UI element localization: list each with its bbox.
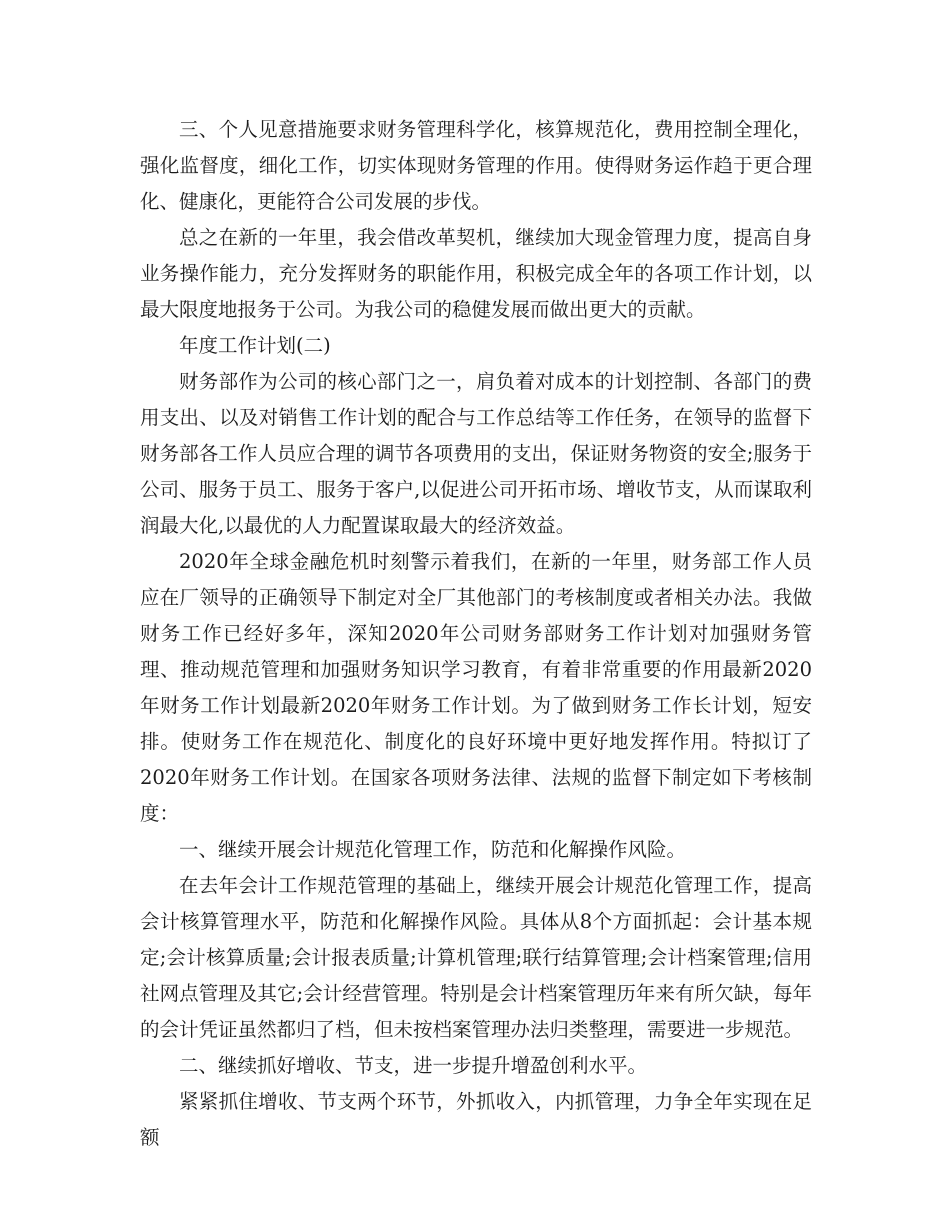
section-heading-annual-plan-2: 年度工作计划(二) bbox=[179, 334, 331, 357]
document-body bbox=[140, 112, 812, 1156]
paragraph-finance-dept-role: 财务部作为公司的核心部门之一，肩负着对成本的计划控制、各部门的费用支出、以及对销售工作计划的配合与工作总结等工作任务，在领导的监督下财务部各工作人员应合理的调节各项费用的支出，保证财务物资的安全;服务于公司、服务于员工、服务于客户,以促进公司开拓市场、增收节支，从而谋取利润最大化,以最优的人力配置谋取最大的经济效益。 bbox=[140, 370, 812, 537]
paragraph-item-two-heading: 二、继续抓好增收、节支，进一步提升增盈创利水平。 bbox=[179, 1054, 648, 1077]
paragraph-summary: 总之在新的一年里，我会借改革契机，继续加大现金管理力度，提高自身业务操作能力，充分发挥财务的职能作用，积极完成全年的各项工作计划，以最大限度地报务于公司。为我公司的稳健发展而做出更大的贡献。 bbox=[140, 226, 812, 321]
paragraph-increase-revenue: 紧紧抓住增收、节支两个环节，外抓收入，内抓管理，力争全年实现在足额 bbox=[140, 1090, 812, 1149]
paragraph-2020-plan: 2020年全球金融危机时刻警示着我们，在新的一年里，财务部工作人员应在厂领导的正确领导下制定对全厂其他部门的考核制度或者相关办法。我做财务工作已经好多年，深知2020年公司财务部财务工作计划对加强财务管理、推动规范管理和加强财务知识学习教育，有着非常重要的作用最新2020年财务工作计划最新2020年财务工作计划。为了做到财务工作长计划，短安排。使财务工作在规范化、制度化的良好环境中更好地发挥作用。特拟订了2020年财务工作计划。在国家各项财务法律、法规的监督下制定如下考核制度： bbox=[140, 550, 812, 825]
paragraph-accounting-standardization: 在去年会计工作规范管理的基础上，继续开展会计规范化管理工作，提高会计核算管理水平，防范和化解操作风险。具体从8个方面抓起：会计基本规定;会计核算质量;会计报表质量;计算机管理;联行结算管理;会计档案管理;信用社网点管理及其它;会计经营管理。特别是会计档案管理历年来有所欠缺，每年的会计凭证虽然都归了档，但未按档案管理办法归类整理，需要进一步规范。 bbox=[140, 874, 812, 1041]
paragraph-personal-suggestions: 三、个人见意措施要求财务管理科学化，核算规范化，费用控制全理化，强化监督度，细化工作，切实体现财务管理的作用。使得财务运作趋于更合理化、健康化，更能符合公司发展的步伐。 bbox=[140, 118, 812, 213]
paragraph-item-one-heading: 一、继续开展会计规范化管理工作，防范和化解操作风险。 bbox=[179, 838, 687, 861]
